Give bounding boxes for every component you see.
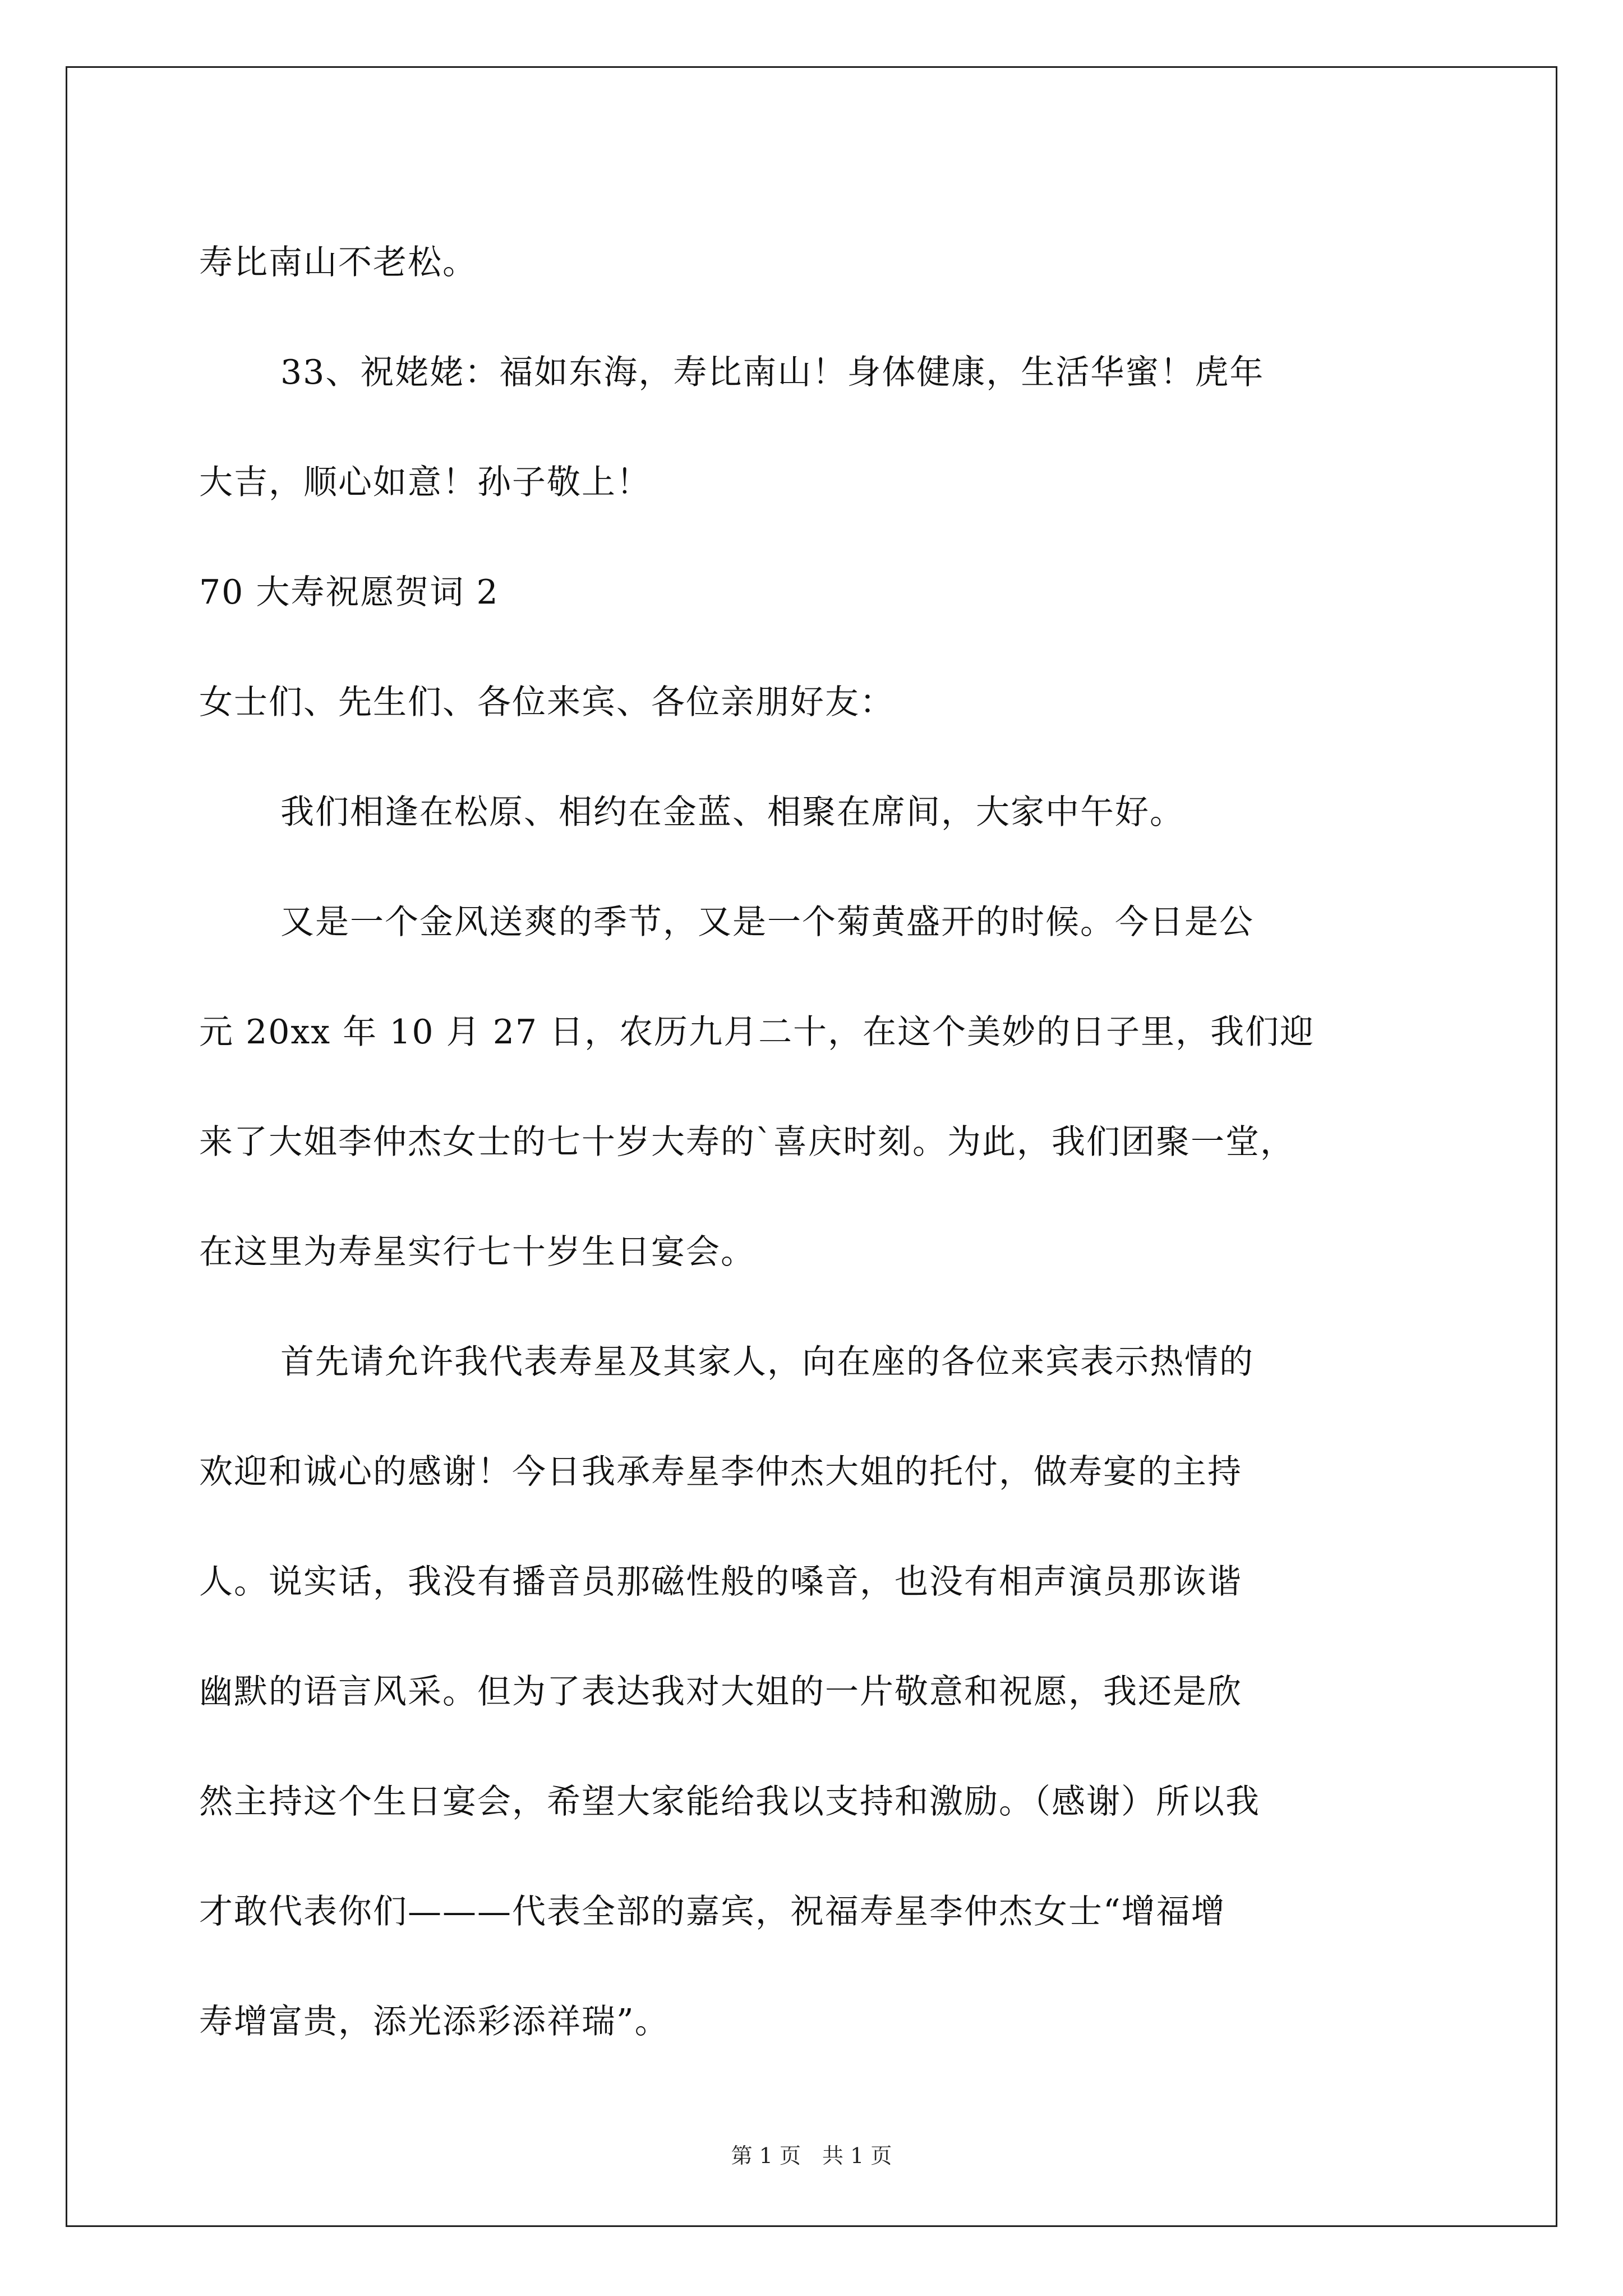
text-line: 才敢代表你们———代表全部的嘉宾，祝福寿星李仲杰女士“增福增 (199, 1892, 1226, 1931)
text-line: 寿增富贵，添光添彩添祥瑞”。 (199, 2002, 670, 2041)
text-line: 寿比南山不老松。 (199, 243, 477, 282)
salutation: 女士们、先生们、各位来宾、各位亲朋好友： (199, 683, 895, 722)
text-line: 人。说实话，我没有播音员那磁性般的嗓音，也没有相声演员那诙谐 (199, 1562, 1242, 1602)
document-body (199, 208, 1433, 2077)
page-footer: 第 1 页 共 1 页 (731, 2143, 892, 2168)
text-line: 欢迎和诚心的感谢！今日我承寿星李仲杰大姐的托付，做寿宴的主持 (199, 1452, 1242, 1492)
text-line: 幽默的语言风采。但为了表达我对大姐的一片敬意和祝愿，我还是欣 (199, 1672, 1242, 1711)
text-line: 大吉，顺心如意！孙子敬上！ (199, 463, 651, 502)
section-heading: 70 大寿祝愿贺词 2 (199, 573, 499, 612)
text-line: 来了大姐李仲杰女士的七十岁大寿的`喜庆时刻。为此，我们团聚一堂， (199, 1122, 1295, 1162)
text-line: 33、祝姥姥：福如东海，寿比南山！身体健康，生活华蜜！虎年 (280, 353, 1265, 392)
text-line: 在这里为寿星实行七十岁生日宴会。 (199, 1232, 755, 1272)
text-line: 又是一个金风送爽的季节，又是一个菊黄盛开的时候。今日是公 (280, 903, 1254, 942)
text-line: 元 20xx 年 10 月 27 日，农历九月二十，在这个美妙的日子里，我们迎 (199, 1013, 1315, 1052)
text-line: 我们相逢在松原、相约在金蓝、相聚在席间，大家中午好。 (280, 793, 1184, 832)
text-line: 然主持这个生日宴会，希望大家能给我以支持和激励。（感谢）所以我 (199, 1782, 1260, 1821)
text-line: 首先请允许我代表寿星及其家人，向在座的各位来宾表示热情的 (280, 1342, 1254, 1382)
